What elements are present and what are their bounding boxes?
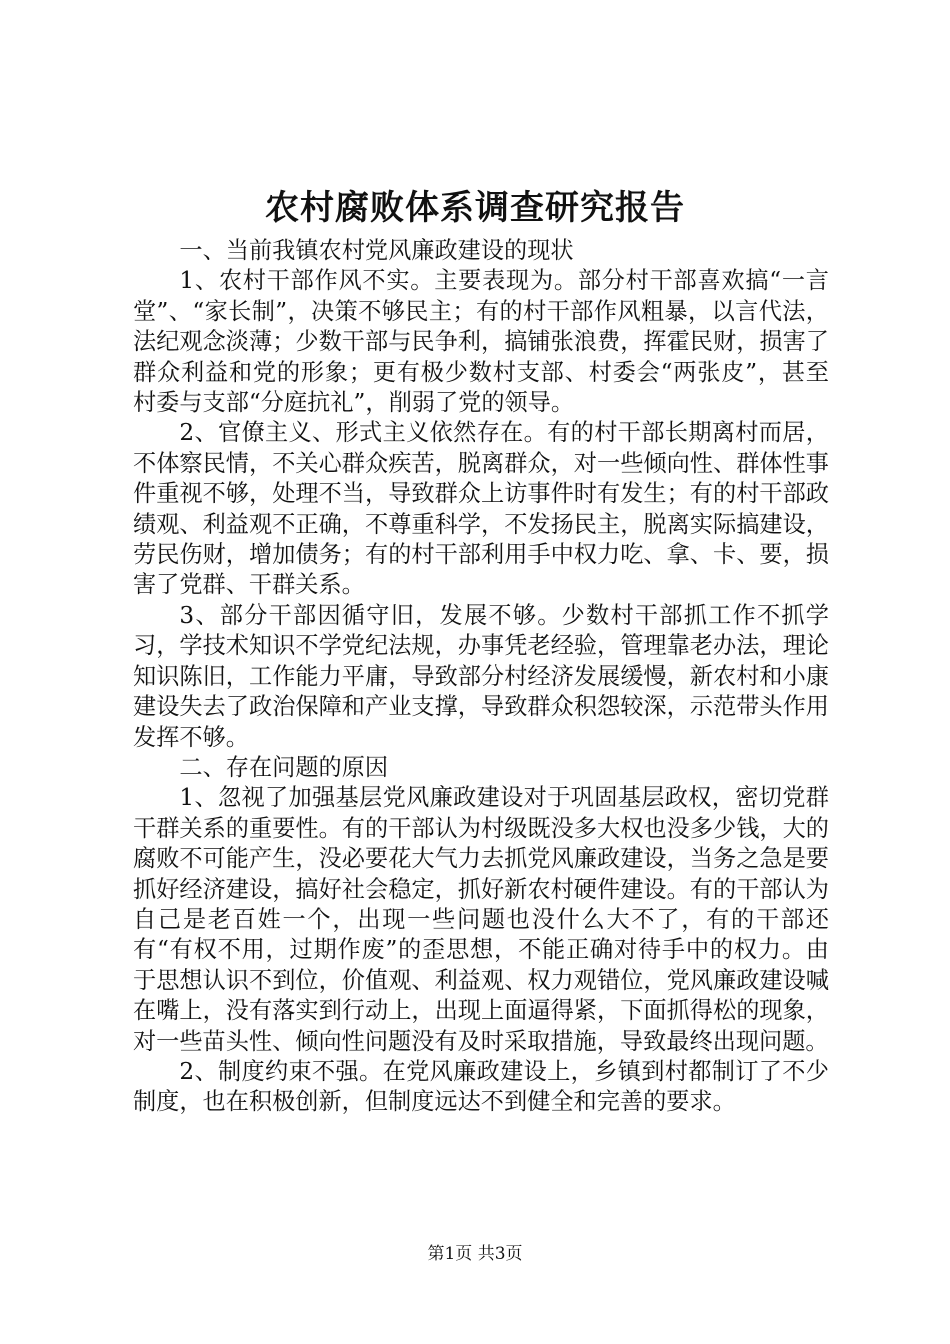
section-heading-causes: 二、存在问题的原因 — [179, 753, 389, 781]
section-heading-status: 一、当前我镇农村党风廉政建设的现状 — [179, 237, 574, 264]
paragraph-1-1: 1、农村干部作风不实。主要表现为。部分村干部喜欢搞“一言堂”、“家长制”，决策不够民主；有的村干部作风粗暴，以言代法，法纪观念淡薄；少数干部与民争利，搞铺张浪费，挥霍民财，损害了群众利益和党的形象；更有极少数村支部、村委会“两张皮”，甚至村委与支部“分庭抗礼”，削弱了党的领导。 — [133, 267, 829, 417]
document-body — [133, 236, 829, 1118]
document-title: 农村腐败体系调查研究报告 — [265, 188, 685, 228]
paragraph-2-2: 2、制度约束不强。在党风廉政建设上，乡镇到村都制订了不少制度，也在积极创新，但制度远达不到健全和完善的要求。 — [133, 1057, 829, 1116]
paragraph-1-3: 3、部分干部因循守旧，发展不够。少数村干部抓工作不抓学习，学技术知识不学党纪法规，办事凭老经验，管理靠老办法，理论知识陈旧，工作能力平庸，导致部分村经济发展缓慢，新农村和小康建设失去了政治保障和产业支撑，导致群众积怨较深，示范带头作用发挥不够。 — [133, 601, 829, 751]
paragraph-1-2: 2、官僚主义、形式主义依然存在。有的村干部长期离村而居，不体察民情，不关心群众疾苦，脱离群众，对一些倾向性、群体性事件重视不够，处理不当，导致群众上访事件时有发生；有的村干部政绩观、利益观不正确，不尊重科学，不发扬民主，脱离实际搞建设，劳民伤财，增加债务；有的村干部利用手中权力吃、拿、卡、要，损害了党群、干群关系。 — [133, 419, 829, 599]
page-footer: 第1页 共3页 — [427, 1244, 523, 1264]
paragraph-2-1: 1、忽视了加强基层党风廉政建设对于巩固基层政权，密切党群干群关系的重要性。有的干部认为村级既没多大权也没多少钱，大的腐败不可能产生，没必要花大气力去抓党风廉政建设，当务之急是要抓好经济建设，搞好社会稳定，抓好新农村硬件建设。有的干部认为自己是老百姓一个，出现一些问题也没什么大不了，有的干部还有“有权不用，过期作废”的歪思想，不能正确对待手中的权力。由于思想认识不到位，价值观、利益观、权力观错位，党风廉政建设喊在嘴上，没有落实到行动上，出现上面逼得紧，下面抓得松的现象，对一些苗头性、倾向性问题没有及时采取措施，导致最终出现问题。 — [133, 784, 829, 1055]
